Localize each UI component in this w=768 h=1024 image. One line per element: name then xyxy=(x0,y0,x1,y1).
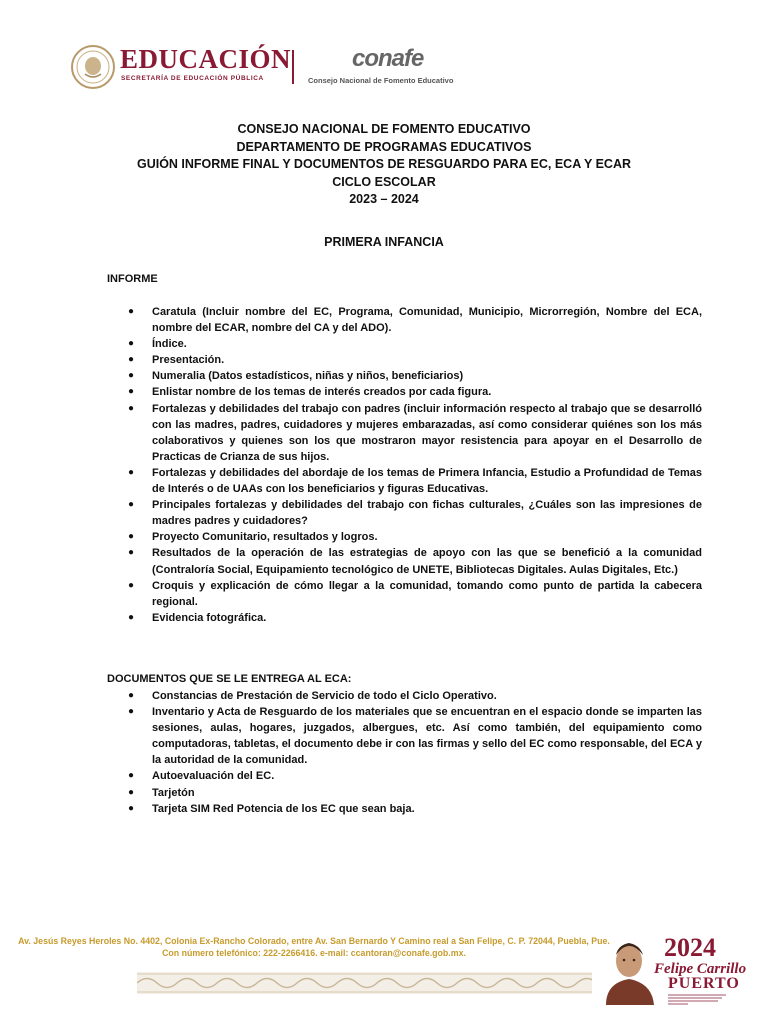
education-logo-subtitle: SECRETARÍA DE EDUCACIÓN PÚBLICA xyxy=(121,75,264,82)
heading-department: DEPARTAMENTO DE PROGRAMAS EDUCATIVOS xyxy=(236,139,532,154)
bullet-icon: ● xyxy=(128,466,135,478)
list-item: ● Resultados de la operación de las estrategias de apoyo con las que se benefició a la comunidad (Contraloría Social, Equipamiento tecnológico de UNETE, Bibliotecas Digitales. Aulas Digitales, Etc.) xyxy=(128,547,702,576)
heading-years: 2023 – 2024 xyxy=(349,192,419,206)
conafe-logo: conafe xyxy=(352,45,424,72)
list-item: ● Tarjetón xyxy=(107,785,702,801)
bullet-icon: ● xyxy=(128,802,135,814)
bullet-icon: ● xyxy=(128,547,135,559)
conafe-subtitle: Consejo Nacional de Fomento Educativo xyxy=(308,76,454,85)
list-item: ● Evidencia fotográfica. xyxy=(107,610,702,626)
bullet-icon: ● xyxy=(128,786,135,798)
list-item: ● Croquis y explicación de cómo llegar a la comunidad, tomando como punto de partida la cabecera regional. xyxy=(128,579,702,608)
informe-label: INFORME xyxy=(107,273,158,285)
decorative-pattern-band xyxy=(137,972,592,994)
portrait-illustration xyxy=(598,933,660,1005)
list-item: ● Enlistar nombre de los temas de interés creados por cada figura. xyxy=(107,384,702,400)
bullet-icon: ● xyxy=(128,690,135,701)
bullet-icon: ● xyxy=(128,354,135,366)
bullet-icon: ● xyxy=(128,370,135,382)
list-item: ● Principales fortalezas y debilidades del trabajo con fichas culturales, ¿Cuáles son las impresiones de madres padres y cuidadores? xyxy=(128,499,702,528)
badge-fine-print xyxy=(668,993,728,1005)
bullet-icon: ● xyxy=(128,531,135,543)
bullet-icon: ● xyxy=(128,338,135,350)
list-item: ● Tarjeta SIM Red Potencia de los EC que sean baja. xyxy=(107,801,702,817)
mexico-seal-icon xyxy=(70,44,116,90)
logo-divider xyxy=(292,50,294,84)
footer-address: Av. Jesús Reyes Heroles No. 4402, Colonia Ex-Rancho Colorado, entre Av. San Bernardo Y Camino real a San Felipe, C. P. 72044, Puebla, Pue. xyxy=(18,936,610,946)
heading-cycle: CICLO ESCOLAR xyxy=(332,174,436,189)
heading-section: PRIMERA INFANCIA xyxy=(324,235,444,249)
list-item: ● Índice. xyxy=(107,336,702,352)
education-logo-title: EDUCACIÓN xyxy=(120,44,292,74)
heading-guide: GUIÓN INFORME FINAL Y DOCUMENTOS DE RESGUARDO PARA EC, ECA Y ECAR xyxy=(136,157,632,171)
list-item: ● Inventario y Acta de Resguardo de los materiales que se encuentran en el espacio donde se imparten las sesiones, aulas, hogares, juzgados, albergues, etc. Así como también, del equipamiento como computadoras, tabletas, el documento debe ir con las firmas y sello del EC como responsable, del ECA y la autoridad de la comunidad. xyxy=(128,706,702,767)
list-item: ● Fortalezas y debilidades del trabajo con padres (incluir información respecto al trabajo que se desarrolló con las madres, padres, cuidadores y mujeres embarazadas, así como considerar quiénes son los más colaborativos y quienes son los que mostraron mayor resistencia para apoyar en el Desarrollo de Practicas de Crianza de sus hijos. xyxy=(128,402,702,463)
bullet-icon: ● xyxy=(128,611,135,623)
documentos-label: DOCUMENTOS QUE SE LE ENTREGA AL ECA: xyxy=(107,673,352,685)
list-item: ● Constancias de Prestación de Servicio de todo el Ciclo Operativo. xyxy=(107,688,702,704)
list-item: ● Proyecto Comunitario, resultados y logros. xyxy=(107,529,702,545)
bullet-icon: ● xyxy=(128,706,135,718)
bullet-icon: ● xyxy=(128,770,135,782)
bullet-icon: ● xyxy=(128,306,135,317)
bullet-icon: ● xyxy=(128,386,135,398)
list-item: ● Numeralia (Datos estadísticos, niñas y niños, beneficiarios) xyxy=(107,368,702,384)
badge-place: PUERTO xyxy=(668,975,740,992)
bullet-icon: ● xyxy=(128,499,135,511)
page-header xyxy=(70,42,454,94)
badge-year: 2024 xyxy=(664,933,716,962)
footer-contact: Con número telefónico: 222-2266416. e-mail: ccantoran@conafe.gob.mx. xyxy=(162,948,466,958)
heading-council: CONSEJO NACIONAL DE FOMENTO EDUCATIVO xyxy=(237,122,531,136)
bullet-icon: ● xyxy=(128,402,135,414)
bullet-icon: ● xyxy=(128,579,135,591)
list-item: ● Fortalezas y debilidades del abordaje de los temas de Primera Infancia, Estudio a Profundidad de Temas de Interés o de UAAs con los beneficiarios y figuras Educativas. xyxy=(128,466,702,496)
documentos-list xyxy=(107,688,702,817)
list-item: ● Presentación. xyxy=(107,352,702,368)
informe-list xyxy=(107,304,702,626)
badge-name: Felipe Carrillo xyxy=(654,961,747,977)
list-item: ● Autoevaluación del EC. xyxy=(107,768,702,784)
list-item: ● Caratula (Incluir nombre del EC, Programa, Comunidad, Municipio, Microrregión, Nombre del ECA, nombre del ECAR, nombre del CA y del ADO). xyxy=(128,306,702,335)
